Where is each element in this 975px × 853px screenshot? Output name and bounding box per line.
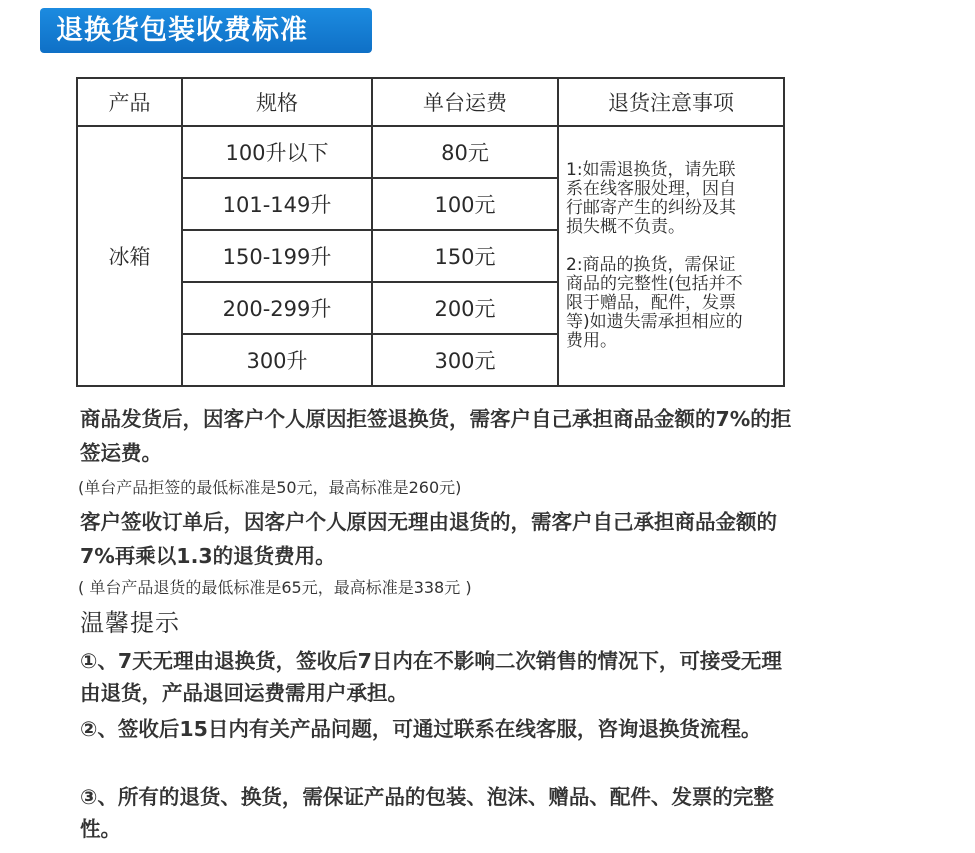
notes-cell [558, 126, 784, 386]
return-note: ( 单台产品退货的最低标准是65元，最高标准是338元 ) [78, 578, 472, 597]
fee-cell: 100元 [372, 178, 558, 230]
fee-cell: 150元 [372, 230, 558, 282]
tips-heading: 温馨提示 [80, 609, 180, 637]
spec-cell: 100升以下 [182, 126, 372, 178]
fee-cell: 200元 [372, 282, 558, 334]
spec-cell: 300升 [182, 334, 372, 386]
spec-cell: 200-299升 [182, 282, 372, 334]
spec-cell: 101-149升 [182, 178, 372, 230]
fee-table [76, 77, 785, 387]
return-policy: 客户签收订单后，因客户个人原因无理由退货的，需客户自己承担商品金额的7%再乘以1.3的退货费用。 [80, 510, 777, 568]
tip-item: ③、所有的退货、换货，需保证产品的包装、泡沫、赠品、配件、发票的完整性。 [80, 785, 774, 841]
page-title-banner: 退换货包装收费标准 [40, 8, 372, 53]
fee-cell: 300元 [372, 334, 558, 386]
fee-cell: 80元 [372, 126, 558, 178]
header-spec: 规格 [182, 78, 372, 126]
header-product: 产品 [77, 78, 182, 126]
header-fee: 单台运费 [372, 78, 558, 126]
table-row [77, 126, 784, 178]
product-cell: 冰箱 [77, 126, 182, 386]
header-notes: 退货注意事项 [558, 78, 784, 126]
spec-cell: 150-199升 [182, 230, 372, 282]
refusal-policy: 商品发货后，因客户个人原因拒签退换货，需客户自己承担商品金额的7%的拒签运费。 [80, 407, 792, 465]
tip-item: ②、签收后15日内有关产品问题，可通过联系在线客服，咨询退换货流程。 [80, 717, 762, 741]
table-header-row [77, 78, 784, 126]
refusal-note: (单台产品拒签的最低标准是50元，最高标准是260元) [78, 478, 462, 497]
note-2: 2:商品的换货，需保证 商品的完整性(包括并不 限于赠品，配件，发票 等)如遗失需承担相应的 费用。 [566, 255, 743, 351]
tip-item: ①、7天无理由退换货，签收后7日内在不影响二次销售的情况下，可接受无理由退货，产品退回运费需用户承担。 [80, 649, 782, 705]
note-1: 1:如需退换货，请先联 系在线客服处理，因自 行邮寄产生的纠纷及其 损失概不负责。 [566, 160, 736, 237]
